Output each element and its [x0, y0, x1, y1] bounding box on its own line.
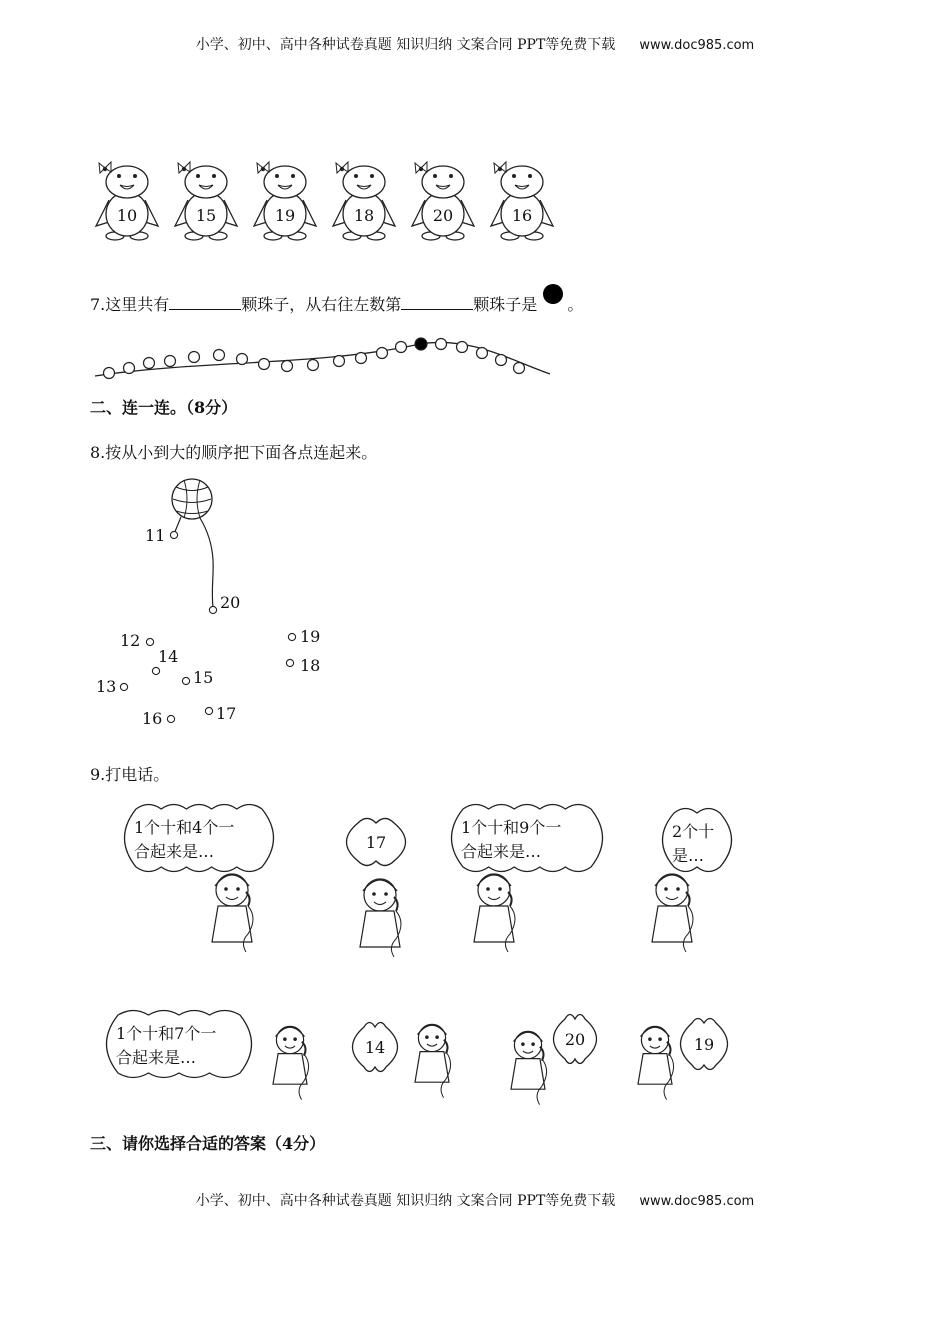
bead	[237, 354, 248, 365]
point-label: 13	[96, 677, 117, 696]
point-label: 17	[216, 704, 237, 723]
connect-point[interactable]	[286, 656, 320, 675]
q7-text-1: 7.这里共有	[90, 295, 170, 314]
page-header	[0, 34, 950, 54]
bead-string	[0, 330, 950, 390]
q7-text-2: 颗珠子，从右往左数第	[241, 295, 402, 314]
connect-dots-figure	[0, 470, 950, 730]
section-2-title: 二、连一连。（8分）	[90, 398, 238, 417]
penguin-number: 20	[432, 206, 454, 225]
bubble-line: 是…	[672, 846, 705, 865]
penguin-icon	[254, 162, 316, 240]
bubble-line: 合起来是…	[116, 1048, 197, 1067]
penguin-number: 15	[195, 206, 217, 225]
connect-point[interactable]	[96, 677, 128, 696]
connect-point[interactable]	[145, 526, 178, 545]
bubble-line: 19	[693, 1035, 715, 1054]
bead	[124, 363, 135, 374]
bubble-line: 1个十和7个一	[116, 1024, 217, 1043]
penguin-number: 10	[116, 206, 138, 225]
connect-point[interactable]	[152, 647, 178, 675]
q7-text-4: 。	[567, 295, 584, 314]
penguin-icon	[491, 162, 553, 240]
point-label: 19	[300, 627, 321, 646]
footer-text: 小学、初中、高中各种试卷真题 知识归纳 文案合同 PPT等免费下载	[195, 1193, 616, 1209]
black-bead	[415, 338, 427, 350]
point-label: 18	[300, 656, 321, 675]
q7-answer-blank-2[interactable]	[401, 295, 473, 310]
header-url[interactable]: www.doc985.com	[639, 38, 755, 53]
speech-bubble	[452, 805, 603, 872]
bead	[377, 348, 388, 359]
connect-point[interactable]	[120, 631, 154, 650]
connect-point[interactable]	[182, 668, 213, 687]
q7-text-3: 颗珠子是	[473, 295, 538, 314]
child-on-phone-icon	[360, 879, 401, 957]
bubble-line: 合起来是…	[461, 842, 542, 861]
connect-point[interactable]	[209, 593, 240, 614]
bubble-line: 1个十和4个一	[134, 818, 235, 837]
footer-url[interactable]: www.doc985.com	[639, 1194, 755, 1209]
connect-point[interactable]	[142, 709, 175, 728]
point-label: 14	[158, 647, 179, 666]
penguin-icon	[175, 162, 237, 240]
penguin-icon	[333, 162, 395, 240]
bubble-line: 2个十	[672, 822, 715, 841]
penguin-icon	[412, 162, 474, 240]
bead	[214, 350, 225, 361]
bubble-line: 14	[364, 1038, 386, 1057]
speech-bubble	[125, 805, 274, 872]
bead	[308, 360, 319, 371]
point-label: 11	[145, 526, 166, 545]
speech-bubble	[554, 1015, 597, 1064]
child-on-phone-icon	[474, 874, 515, 952]
child-on-phone-icon	[273, 1026, 309, 1099]
penguin-number: 18	[353, 206, 375, 225]
bead	[259, 359, 270, 370]
penguin-number: 19	[274, 206, 296, 225]
speech-bubble	[347, 819, 406, 866]
connect-point[interactable]	[205, 704, 236, 723]
bubble-line: 合起来是…	[134, 842, 215, 861]
bead	[477, 348, 488, 359]
point-label: 12	[120, 631, 141, 650]
penguin-row	[0, 160, 950, 260]
bubble-line: 20	[564, 1030, 586, 1049]
black-bead-icon	[543, 284, 563, 304]
balloon-icon	[172, 479, 213, 608]
bead	[104, 368, 115, 379]
child-on-phone-icon	[212, 874, 253, 952]
bead	[189, 352, 200, 363]
section-3-title: 三、请你选择合适的答案（4分）	[90, 1134, 326, 1153]
speech-bubble	[107, 1011, 252, 1078]
penguin-number: 16	[511, 206, 533, 225]
bubble-line: 17	[365, 833, 387, 852]
q7-answer-blank-1[interactable]	[169, 295, 241, 310]
question-9-text: 9.打电话。	[90, 765, 170, 784]
phone-call-figure	[0, 795, 950, 1115]
child-on-phone-icon	[415, 1024, 451, 1097]
page-footer	[0, 1190, 950, 1210]
child-on-phone-icon	[511, 1031, 547, 1104]
speech-bubble	[353, 1023, 398, 1072]
point-label: 16	[142, 709, 163, 728]
bead	[396, 342, 407, 353]
bead	[165, 356, 176, 367]
bead	[496, 355, 507, 366]
point-label: 15	[193, 668, 214, 687]
bead	[144, 358, 155, 369]
child-on-phone-icon	[638, 1026, 674, 1099]
bead	[457, 342, 468, 353]
bead	[282, 361, 293, 372]
bead	[356, 353, 367, 364]
connect-point[interactable]	[288, 627, 320, 646]
header-text: 小学、初中、高中各种试卷真题 知识归纳 文案合同 PPT等免费下载	[195, 37, 616, 53]
question-8-text: 8.按从小到大的顺序把下面各点连起来。	[90, 443, 378, 462]
speech-bubble	[663, 809, 732, 872]
child-on-phone-icon	[652, 874, 693, 952]
bead	[514, 363, 525, 374]
bead	[334, 356, 345, 367]
point-label: 20	[220, 593, 241, 612]
penguin-icon	[96, 162, 158, 240]
question-7	[90, 284, 583, 315]
bubble-line: 1个十和9个一	[461, 818, 562, 837]
bead	[436, 339, 447, 350]
speech-bubble	[681, 1019, 728, 1070]
